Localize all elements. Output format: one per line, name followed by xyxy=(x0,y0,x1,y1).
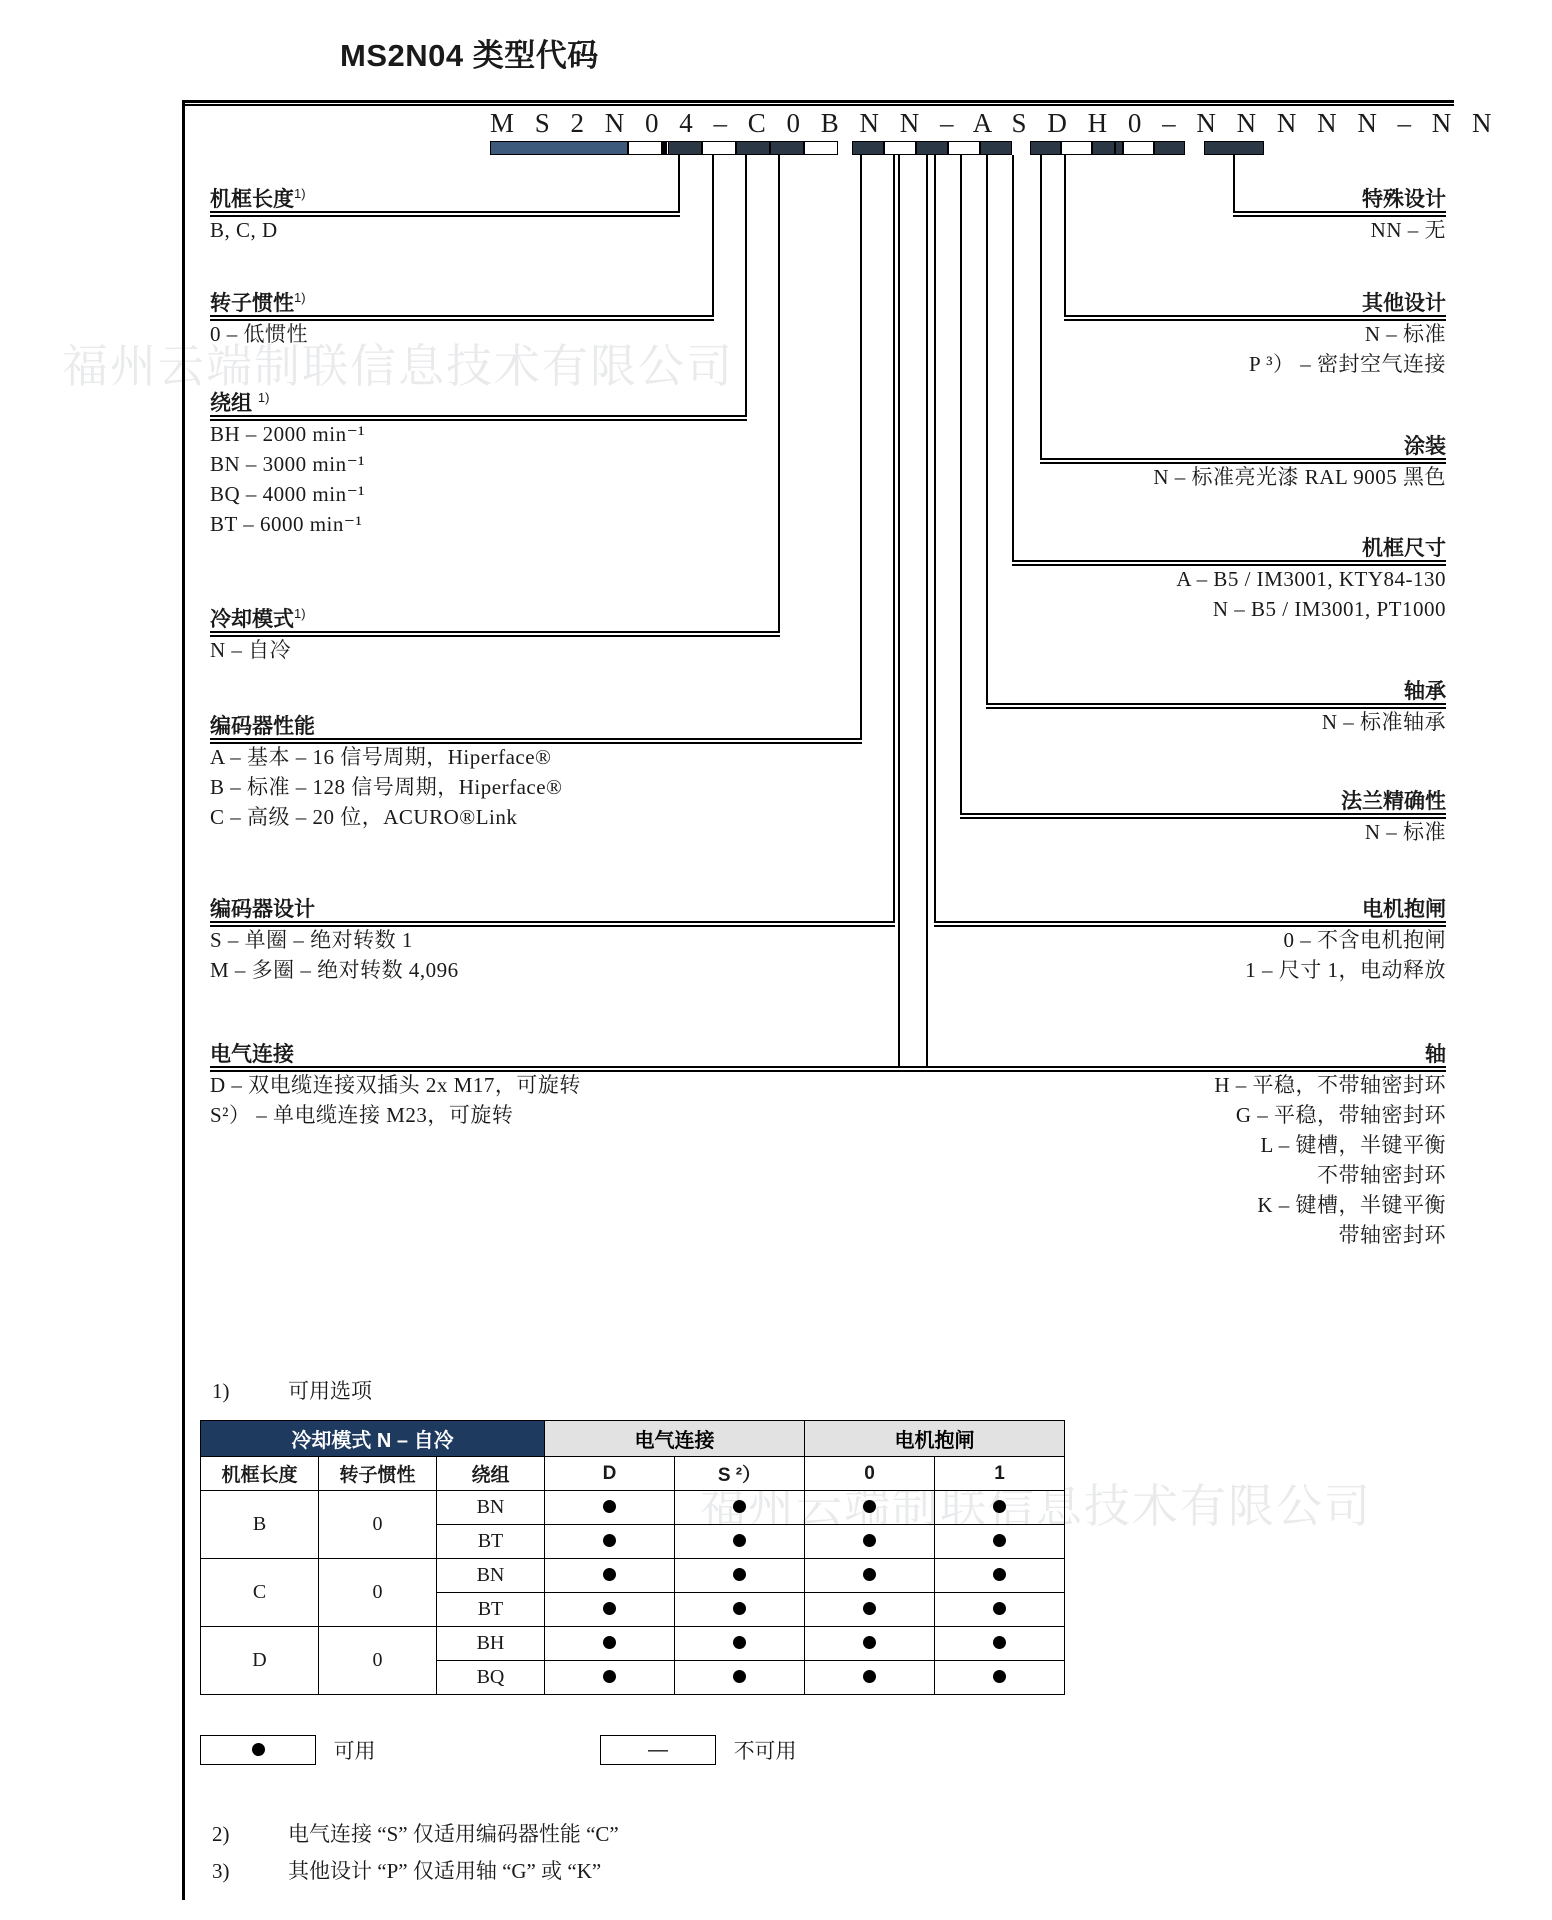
section-encoder-performance-rule xyxy=(210,742,862,744)
section-paint-heading: 涂装 xyxy=(1404,435,1446,458)
table-col-winding: 绕组 xyxy=(437,1457,545,1491)
table-group-elec-conn: 电气连接 xyxy=(545,1421,805,1457)
section-motor-brake-heading: 电机抱闸 xyxy=(1362,898,1446,921)
table-cell-avail-d xyxy=(545,1491,675,1525)
section-electrical-connection xyxy=(210,1038,581,1130)
code-bar-pad xyxy=(1114,141,1116,155)
table-cell-avail-0 xyxy=(805,1593,935,1627)
table-cell-avail-d xyxy=(545,1627,675,1661)
section-other-design xyxy=(1249,287,1446,379)
availability-dot xyxy=(993,1670,1006,1683)
section-flange-size-row-1: N – B5 / IM3001, PT1000 xyxy=(1212,597,1446,621)
table-col-frame-length: 机框长度 xyxy=(201,1457,319,1491)
legend-unavailable-label: 不可用 xyxy=(733,1739,797,1763)
availability-dot xyxy=(733,1500,746,1513)
code-bar-flange-accuracy xyxy=(1061,141,1092,155)
section-flange-size-rule xyxy=(1012,564,1446,566)
section-winding-row-3: BT – 6000 min⁻¹ xyxy=(210,512,363,536)
leader-elec-conn-v xyxy=(926,155,928,1068)
availability-dot xyxy=(733,1670,746,1683)
section-motor-brake-row-0: 0 – 不含电机抱闸 xyxy=(1283,928,1446,952)
table-cell-winding: BN xyxy=(437,1491,545,1525)
code-bar-encoder-perf xyxy=(668,141,702,155)
table-cell-avail-1 xyxy=(935,1661,1065,1695)
footnote-3-text: 其他设计 “P” 仅适用轴 “G” 或 “K” xyxy=(288,1859,602,1883)
code-bar-winding2 xyxy=(770,141,804,155)
section-bearing-rule xyxy=(986,707,1446,709)
leader-brake-v xyxy=(934,155,936,923)
section-bearing-heading: 轴承 xyxy=(1404,680,1446,703)
leader-cooling-v xyxy=(778,155,780,633)
leader-encoder-design-v xyxy=(893,155,895,923)
footnote-1 xyxy=(212,1375,372,1405)
legend-unavailable-box xyxy=(600,1735,716,1765)
section-frame-length-heading: 机框长度$^{1)}$ xyxy=(210,186,306,211)
section-cooling-mode-rule xyxy=(210,635,780,637)
section-special-design-rule xyxy=(1233,215,1446,217)
table-cell-inertia: 0 xyxy=(319,1491,437,1559)
section-flange-accuracy xyxy=(1341,785,1446,847)
section-motor-brake-rule xyxy=(934,925,1446,927)
availability-dot xyxy=(863,1534,876,1547)
table-cell-winding: BN xyxy=(437,1559,545,1593)
section-encoder-design-heading: 编码器设计 xyxy=(210,898,315,921)
footnote-3 xyxy=(212,1855,601,1885)
availability-dot xyxy=(863,1500,876,1513)
legend-available-box xyxy=(200,1735,316,1765)
legend-unavailable-symbol: — xyxy=(648,1739,668,1761)
code-bar-encoder-design xyxy=(884,141,916,155)
table-group-header-row xyxy=(201,1421,1065,1457)
table-sub-header-row xyxy=(201,1457,1065,1491)
table-cell-avail-s xyxy=(675,1559,805,1593)
table-col-rotor-inertia: 转子惯性 xyxy=(319,1457,437,1491)
section-flange-size-heading: 机框尺寸 xyxy=(1362,537,1446,560)
page-title: MS2N04 类型代码 xyxy=(340,38,599,73)
section-rotor-inertia-rule xyxy=(210,319,714,321)
section-rotor-inertia-heading: 转子惯性$^{1)}$ xyxy=(210,290,306,315)
leader-other-design-v xyxy=(1064,155,1066,317)
section-flange-accuracy-heading: 法兰精确性 xyxy=(1341,790,1446,813)
section-other-design-heading: 其他设计 xyxy=(1362,292,1446,315)
table-group-cooling: 冷却模式 N – 自冷 xyxy=(201,1421,545,1457)
section-other-design-row-0: N – 标准 xyxy=(1364,322,1446,346)
section-encoder-design xyxy=(210,893,459,985)
availability-dot xyxy=(993,1602,1006,1615)
availability-dot xyxy=(252,1743,265,1756)
section-rotor-inertia-row-0: 0 – 低惯性 xyxy=(210,322,308,346)
watermark-top: 福州云端制联信息技术有限公司 xyxy=(62,340,734,392)
table-cell-avail-1 xyxy=(935,1491,1065,1525)
table-cell-avail-0 xyxy=(805,1559,935,1593)
leader-flange-size-v xyxy=(1012,155,1014,562)
availability-dot xyxy=(863,1670,876,1683)
watermark-bottom: 福州云端制联信息技术有限公司 xyxy=(700,1480,1372,1532)
table-cell-frame: B xyxy=(201,1491,319,1559)
table-col-s: S ²） xyxy=(675,1457,805,1491)
section-winding-row-1: BN – 3000 min⁻¹ xyxy=(210,452,365,476)
code-bar-special-design xyxy=(1204,141,1264,155)
availability-dot xyxy=(863,1602,876,1615)
section-flange-size xyxy=(1176,532,1446,624)
section-flange-accuracy-row-0: N – 标准 xyxy=(1364,820,1446,844)
table-col-d: D xyxy=(545,1457,675,1491)
section-special-design xyxy=(1362,183,1446,245)
code-bar-paint xyxy=(1092,141,1123,155)
leader-rotor-inertia-v xyxy=(712,155,714,317)
section-shaft-row-0: H – 平稳，不带轴密封环 xyxy=(1214,1073,1446,1097)
section-shaft-heading: 轴 xyxy=(1425,1043,1446,1066)
availability-dot xyxy=(993,1568,1006,1581)
section-encoder-performance xyxy=(210,710,562,832)
section-shaft-row-2: L – 键槽，半键平衡 xyxy=(1260,1133,1446,1157)
availability-dot xyxy=(603,1602,616,1615)
section-encoder-performance-row-2: C – 高级 – 20 位，ACURO®Link xyxy=(210,805,518,829)
section-winding-heading: 绕组 $^{1)}$ xyxy=(210,390,270,415)
section-flange-accuracy-rule xyxy=(960,817,1446,819)
code-bar-brake xyxy=(980,141,1012,155)
availability-dot xyxy=(993,1534,1006,1547)
section-paint xyxy=(1153,430,1446,492)
availability-dot xyxy=(863,1636,876,1649)
legend-available xyxy=(200,1735,376,1765)
leader-special-design-v xyxy=(1233,155,1235,213)
leader-encoder-perf-v xyxy=(860,155,862,740)
availability-table xyxy=(200,1420,1065,1695)
footnote-1-text: 可用选项 xyxy=(288,1379,372,1403)
leader-flange-accuracy-v xyxy=(960,155,962,815)
table-cell-avail-s xyxy=(675,1525,805,1559)
table-cell-winding: BH xyxy=(437,1627,545,1661)
table-cell-avail-s xyxy=(675,1491,805,1525)
section-shaft-row-5: 带轴密封环 xyxy=(1338,1223,1446,1247)
type-code-string: M S 2 N 0 4 – C 0 B N N – A S D H 0 – N N N N N – N N xyxy=(490,108,1499,138)
table-cell-avail-0 xyxy=(805,1525,935,1559)
code-bar-bearing xyxy=(1030,141,1061,155)
section-encoder-performance-heading: 编码器性能 xyxy=(210,715,315,738)
table-cell-avail-1 xyxy=(935,1593,1065,1627)
table-cell-avail-d xyxy=(545,1525,675,1559)
availability-dot xyxy=(993,1500,1006,1513)
table-row xyxy=(201,1559,1065,1593)
section-rotor-inertia xyxy=(210,287,308,349)
section-paint-rule xyxy=(1040,462,1446,464)
table-col-0: 0 xyxy=(805,1457,935,1491)
table-row xyxy=(201,1627,1065,1661)
table-cell-avail-d xyxy=(545,1661,675,1695)
table-col-1: 1 xyxy=(935,1457,1065,1491)
section-motor-brake xyxy=(1245,893,1446,985)
table-cell-avail-0 xyxy=(805,1627,935,1661)
code-bar-frame-length xyxy=(490,141,628,155)
section-shaft-row-3: 不带轴密封环 xyxy=(1317,1163,1446,1187)
footnote-1-marker: 1) xyxy=(212,1379,230,1403)
leader-shaft-v xyxy=(898,155,900,1068)
section-bearing-row-0: N – 标准轴承 xyxy=(1321,710,1446,734)
availability-dot xyxy=(733,1636,746,1649)
leader-bearing-v xyxy=(986,155,988,705)
code-bar-other-design xyxy=(1123,141,1154,155)
availability-dot xyxy=(993,1636,1006,1649)
leader-frame-length-v xyxy=(678,155,680,213)
section-frame-length-row-0: B, C, D xyxy=(210,218,278,242)
availability-dot xyxy=(733,1602,746,1615)
section-frame-length xyxy=(210,183,306,245)
table-cell-avail-1 xyxy=(935,1627,1065,1661)
table-group-brake: 电机抱闸 xyxy=(805,1421,1065,1457)
section-other-design-row-1: P ³） – 密封空气连接 xyxy=(1249,352,1446,376)
section-encoder-design-row-0: S – 单圈 – 绝对转数 1 xyxy=(210,928,413,952)
footnote-2 xyxy=(212,1818,619,1848)
table-row xyxy=(201,1491,1065,1525)
code-bar-winding xyxy=(736,141,770,155)
section-winding-row-0: BH – 2000 min⁻¹ xyxy=(210,422,365,446)
section-cooling-mode-row-0: N – 自冷 xyxy=(210,638,292,662)
section-shaft-row-4: K – 键槽，半键平衡 xyxy=(1257,1193,1446,1217)
availability-dot xyxy=(603,1568,616,1581)
section-frame-length-rule xyxy=(210,215,680,217)
section-electrical-connection-rule xyxy=(210,1070,928,1072)
table-cell-winding: BT xyxy=(437,1525,545,1559)
table-cell-avail-0 xyxy=(805,1661,935,1695)
legend-available-label: 可用 xyxy=(333,1739,376,1763)
availability-dot xyxy=(603,1636,616,1649)
section-motor-brake-row-1: 1 – 尺寸 1，电动释放 xyxy=(1245,958,1446,982)
section-winding-rule xyxy=(210,419,747,421)
section-bearing xyxy=(1322,675,1446,737)
table-cell-avail-1 xyxy=(935,1559,1065,1593)
code-bar-shaft xyxy=(948,141,980,155)
section-flange-size-row-0: A – B5 / IM3001, KTY84-130 xyxy=(1176,567,1446,591)
section-paint-row-0: N – 标准亮光漆 RAL 9005 黑色 xyxy=(1153,465,1446,489)
section-electrical-connection-heading: 电气连接 xyxy=(210,1043,294,1066)
table-cell-winding: BQ xyxy=(437,1661,545,1695)
availability-dot xyxy=(603,1670,616,1683)
frame-double-rule xyxy=(182,104,1454,106)
section-cooling-mode xyxy=(210,603,306,665)
table-cell-avail-s xyxy=(675,1627,805,1661)
code-bar-rotor-inertia xyxy=(702,141,736,155)
section-winding xyxy=(210,387,365,539)
table-cell-winding: BT xyxy=(437,1593,545,1627)
section-electrical-connection-row-0: D – 双电缆连接双插头 2x M17，可旋转 xyxy=(210,1073,581,1097)
table-cell-inertia: 0 xyxy=(319,1627,437,1695)
table-cell-avail-1 xyxy=(935,1525,1065,1559)
code-bar-flange-size xyxy=(852,141,884,155)
footnote-2-text: 电气连接 “S” 仅适用编码器性能 “C” xyxy=(288,1822,619,1846)
availability-dot xyxy=(603,1534,616,1547)
section-encoder-design-rule xyxy=(210,925,895,927)
section-cooling-mode-heading: 冷却模式$^{1)}$ xyxy=(210,606,306,631)
section-special-design-heading: 特殊设计 xyxy=(1362,188,1446,211)
section-shaft-rule xyxy=(898,1070,1446,1072)
footnote-2-marker: 2) xyxy=(212,1822,230,1846)
code-bar-reserved xyxy=(1154,141,1185,155)
table-cell-avail-s xyxy=(675,1661,805,1695)
table-cell-avail-d xyxy=(545,1593,675,1627)
table-cell-inertia: 0 xyxy=(319,1559,437,1627)
section-other-design-rule xyxy=(1064,319,1446,321)
availability-dot xyxy=(603,1500,616,1513)
table-cell-avail-0 xyxy=(805,1491,935,1525)
section-winding-row-2: BQ – 4000 min⁻¹ xyxy=(210,482,365,506)
section-encoder-performance-row-0: A – 基本 – 16 信号周期，Hiperface® xyxy=(210,745,552,769)
code-bar-spacer3 xyxy=(665,141,667,155)
table-cell-frame: D xyxy=(201,1627,319,1695)
legend-unavailable xyxy=(600,1735,797,1765)
section-electrical-connection-row-1: S²） – 单电缆连接 M23，可旋转 xyxy=(210,1103,514,1127)
section-shaft-row-1: G – 平稳，带轴密封环 xyxy=(1235,1103,1446,1127)
table-cell-avail-s xyxy=(675,1593,805,1627)
leader-paint-v xyxy=(1040,155,1042,460)
table-cell-frame: C xyxy=(201,1559,319,1627)
availability-dot xyxy=(733,1534,746,1547)
availability-dot xyxy=(733,1568,746,1581)
section-encoder-performance-row-1: B – 标准 – 128 信号周期，Hiperface® xyxy=(210,775,563,799)
code-bar-cooling xyxy=(804,141,838,155)
section-encoder-design-row-1: M – 多圈 – 绝对转数 4,096 xyxy=(210,958,459,982)
availability-dot xyxy=(863,1568,876,1581)
footnote-3-marker: 3) xyxy=(212,1859,230,1883)
section-special-design-row-0: NN – 无 xyxy=(1370,218,1446,242)
code-bar-elec-conn xyxy=(916,141,948,155)
leader-winding-v xyxy=(745,155,747,417)
table-cell-avail-d xyxy=(545,1559,675,1593)
